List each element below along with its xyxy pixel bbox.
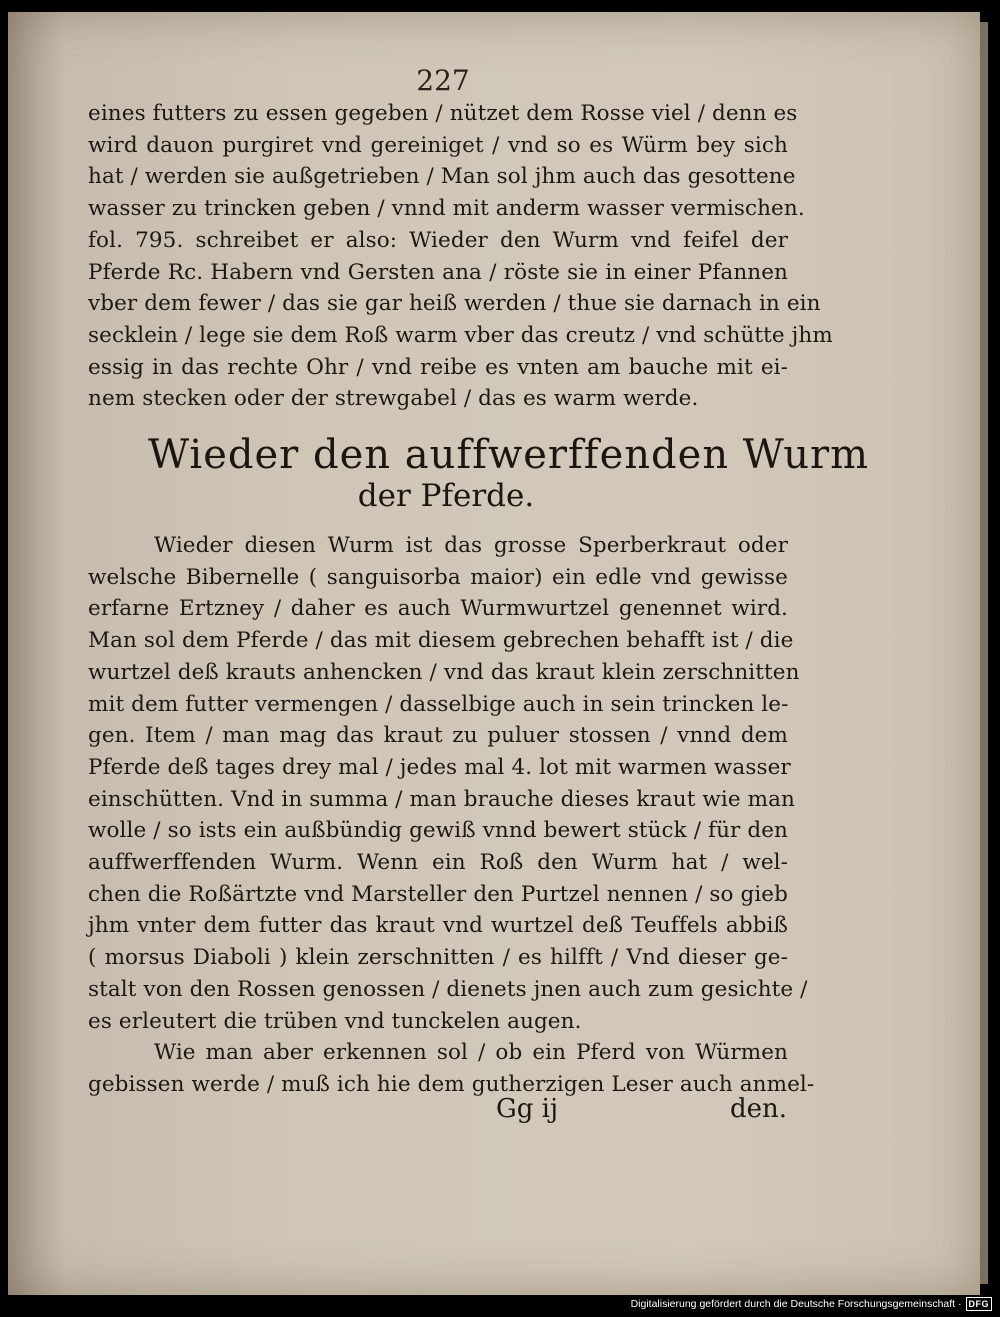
text-line: mit dem futter vermengen / dasselbige auch in sein trincken le- [88,691,789,717]
text-line: es erleutert die trüben vnd tunckelen augen. [88,1008,582,1034]
text-line: welsche Bibernelle ( sanguisorba maior) ein edle vnd gewisse [88,564,788,590]
text-line: Wieder diesen Wurm ist das grosse Sperberkraut oder [154,533,788,558]
section-heading-subline: der Pferde. [357,478,535,514]
section-heading: Wieder den auffwerffenden Wurm [148,432,870,478]
text-line: ( morsus Diaboli ) klein zerschnitten / es hilfft / Vnd dieser ge- [88,945,788,971]
text-line: wird dauon purgiret vnd gereiniget / vnd so es Würm bey sich [88,132,788,158]
signature-mark: Gg ij [496,1094,559,1124]
page-number: 227 [416,64,470,97]
text-line: Pferde Rc. Habern vnd Gersten ana / röste sie in einer Pfannen [88,259,788,285]
text-line: Man sol dem Pferde / das mit diesem gebrechen behafft ist / die [88,628,794,654]
text-line: vber dem fewer / das sie gar heiß werden / thue sie darnach in ein [88,291,821,317]
text-line: wolle / so ists ein außbündig gewiß vnnd bewert stück / für den [88,818,788,844]
text-line: hat / werden sie außgetrieben / Man sol jhm auch das gesottene [88,164,796,190]
text-line: erfarne Ertzney / daher es auch Wurmwurtzel genennet wird. [88,596,788,622]
text-line: gebissen werde / muß ich hie dem gutherzigen Leser auch anmel- [88,1071,815,1097]
text-line: eines futters zu essen gegeben / nützet dem Rosse viel / denn es [88,101,798,126]
paragraph-1 [88,98,833,415]
text-line: jhm vnter dem futter das kraut vnd wurtzel deß Teuffels abbiß [88,913,788,939]
text-line: Pferde deß tages drey mal / jedes mal 4. lot mit warmen wasser [88,754,791,780]
text-line: stalt von den Rossen genossen / dienets jnen auch zum gesichte / [88,976,808,1002]
text-line: fol. 795. schreibet er also: Wieder den Wurm vnd feifel der [88,227,788,253]
text-line: gen. Item / man mag das kraut zu puluer stossen / vnnd dem [88,723,788,749]
text-line: auffwerffenden Wurm. Wenn ein Roß den Wurm hat / wel- [88,850,788,876]
text-line: Wie man aber erkennen sol / ob ein Pferd von Würmen [154,1040,788,1066]
page-edge [980,22,988,1284]
footer-text: Digitalisierung gefördert durch die Deutsche Forschungsgemeinschaft · [630,1298,962,1310]
paragraph-2 [88,530,815,1101]
text-line: einschütten. Vnd in summa / man brauche dieses kraut wie man [88,786,796,812]
text-line: essig in das rechte Ohr / vnd reibe es vnten am bauche mit ei- [88,354,788,380]
text-line: chen die Roßärtzte vnd Marsteller den Purtzel nennen / so gieb [88,881,788,907]
text-line: secklein / lege sie dem Roß warm vber das creutz / vnd schütte jhm [88,322,833,348]
text-line: wasser zu trincken geben / vnnd mit anderm wasser vermischen. [88,196,805,222]
text-line: nem stecken oder der strewgabel / das es warm werde. [88,386,699,412]
catchword: den. [730,1094,788,1124]
footer-credit [631,1297,992,1311]
book-page [8,12,980,1295]
dfg-logo-icon: DFG [966,1297,993,1311]
text-line: wurtzel deß krauts anhencken / vnd das kraut klein zerschnitten [88,659,800,685]
